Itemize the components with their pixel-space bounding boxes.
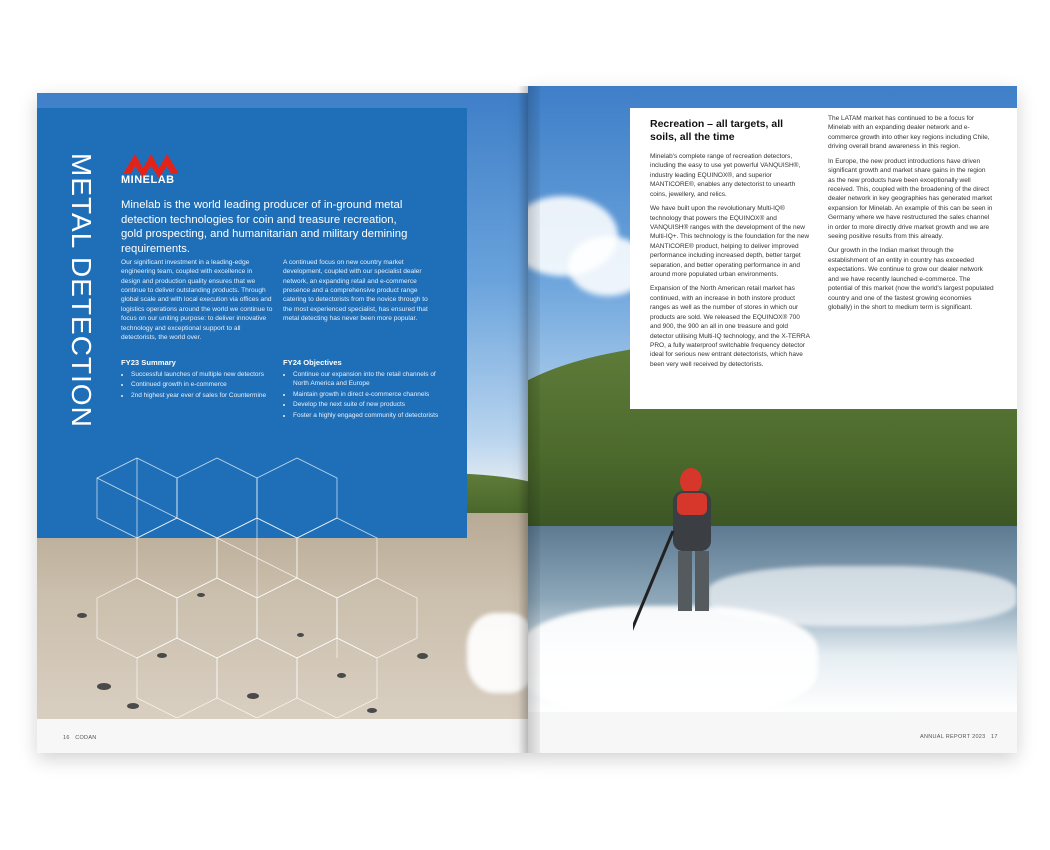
fy24-list xyxy=(283,370,443,421)
paragraph: In Europe, the new product introductions have driven significant growth and market share gains in the region as the new products have been exceptionally well received. This, coupled with the broadening of the direct dealer network in key geographies has generated market expansion for Minelab. An example of this can be seen in Germany where we have restructured the sales channel in order to more directly drive market growth and we are seeing positive results from this already. xyxy=(828,157,993,241)
page-number: 16 xyxy=(63,735,70,741)
list-item: • Maintain growth in direct e-commerce channels xyxy=(293,390,443,399)
folio-label: CODAN xyxy=(75,735,97,741)
section-title: METAL DETECTION xyxy=(66,153,97,428)
spine-shadow xyxy=(518,86,540,753)
list-item: • Continued growth in e-commerce xyxy=(131,380,281,389)
paragraph: Minelab's complete range of recreation detectors, including the easy to use yet powerful VANQUISH®, industry leading EQUINOX®, and superior MANTICORE®, enables any detectorist to unearth coins, jewellery, and relics. xyxy=(650,153,801,198)
recreation-column-2 xyxy=(828,114,994,317)
list-item: • Foster a highly engaged community of detectorists xyxy=(293,411,443,420)
page-number: 17 xyxy=(991,734,998,740)
list-item: • Successful launches of multiple new detectors xyxy=(131,370,281,379)
recreation-column-1 xyxy=(650,152,812,374)
recreation-text-panel xyxy=(630,108,1017,409)
hexagon-pattern-icon xyxy=(77,448,477,718)
fy24-heading: FY24 Objectives xyxy=(283,358,342,367)
fy23-list xyxy=(121,370,281,401)
detectorist-figure-icon xyxy=(633,461,753,661)
folio-right xyxy=(920,734,998,740)
paragraph: Expansion of the North American retail market has continued, with an increase in both instore product ranges as well as the number of stores in which our products are sold. We released the EQUINOX® 700 and 900, the 900 an all in one treasure and gold detector utilising Multi-IQ technology, and the X-TERRA PRO, a fully waterproof switchable frequency detector ideal for serious new entrant detectorists, which have been very well received by detectorists. xyxy=(650,285,810,368)
logo-wordmark: MINELAB xyxy=(121,174,175,186)
paragraph: We have built upon the revolutionary Multi-IQ® technology that powers the EQUINOX® and VANQUISH® ranges with the development of the new Multi-IQ+. This technology is the foundation for the new MANTICORE® product, helping to deliver improved performance including increased depth, better target separation, and better operating performance in and around more populated urban environments. xyxy=(650,205,810,279)
body-column-2: A continued focus on new country market development, coupled with our specialist dealer network, an expanding retail and e-commerce presence and a comprehensive product range catering to detectorists from the novice through to the most experienced specialist, has ensured that metal detecting has never been more popular. xyxy=(283,259,428,323)
list-item: • 2nd highest year ever of sales for Countermine xyxy=(131,391,281,400)
list-item: • Continue our expansion into the retail channels of North America and Europe xyxy=(293,370,443,389)
lead-paragraph: Minelab is the world leading producer of in-ground metal detection technologies for coin and treasure recreation, gold prospecting, and humanitarian and military demining requirements. xyxy=(121,199,408,256)
paragraph: The LATAM market has continued to be a focus for Minelab with an expanding dealer network and e-commerce growth into other key regions including Chile, driving overall brand awareness in this region. xyxy=(828,115,990,151)
folio-label: ANNUAL REPORT 2023 xyxy=(920,734,986,740)
folio-left xyxy=(63,735,97,741)
body-column-1: Our significant investment in a leading-edge engineering team, coupled with excellence in design and production quality ensures that we continue to deliver outstanding products. Through global scale and with local execution via offices and logistics operations around the world we continue to focus on our uniting purpose: to deliver innovative technology and exceptional support to all detectorists, the world over. xyxy=(121,259,273,341)
list-item: • Develop the next suite of new products xyxy=(293,400,443,409)
right-page xyxy=(528,86,1017,753)
paragraph: Our growth in the Indian market through the establishment of an entity in country has exceeded expectations. We continue to grow our dealer network and we have recently launched e-commerce. The potential of this market (now the world's largest populated country and one of the fastest growing economies globally) in the short to medium term is significant. xyxy=(828,247,994,312)
recreation-heading: Recreation – all targets, all soils, all the time xyxy=(650,118,784,143)
left-page xyxy=(37,93,528,753)
fy23-heading: FY23 Summary xyxy=(121,358,176,367)
